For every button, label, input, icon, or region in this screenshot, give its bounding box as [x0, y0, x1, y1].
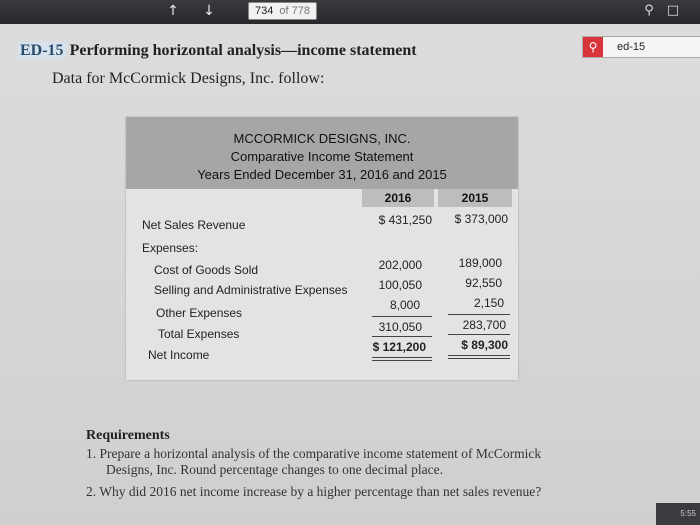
page-current[interactable]: 734	[255, 5, 274, 17]
statement-header	[126, 117, 518, 189]
value-2016: 310,050	[378, 320, 422, 334]
row-label: Cost of Goods Sold	[154, 263, 259, 277]
value-2015: 2,150	[473, 296, 504, 310]
value-2016: 8,000	[389, 298, 420, 312]
exercise-title: Performing horizontal analysis—income statement	[69, 42, 417, 59]
income-statement	[126, 117, 518, 380]
find-input[interactable]: ed-15	[617, 41, 646, 53]
requirement-1: 1. Prepare a horizontal analysis of the comparative income statement of McCormick	[86, 446, 542, 461]
page-total: of 778	[279, 5, 310, 17]
row-label: Expenses:	[142, 241, 199, 255]
value-2016: 100,050	[378, 278, 422, 292]
row-label: Selling and Administrative Expenses	[154, 283, 348, 297]
statement-name: Comparative Income Statement	[230, 149, 414, 164]
col-header-2015: 2015	[438, 189, 512, 207]
search-icon[interactable]: ⚲	[583, 37, 603, 57]
statement-period: Years Ended December 31, 2016 and 2015	[197, 167, 447, 182]
subtotal-rule	[372, 316, 432, 317]
double-rule	[448, 355, 510, 356]
value-2015: 92,550	[465, 276, 502, 290]
value-2015: $ 89,300	[461, 338, 508, 352]
exercise-intro: Data for McCormick Designs, Inc. follow:	[52, 70, 325, 87]
requirement-1-cont: Designs, Inc. Round percentage changes to one decimal place.	[106, 462, 443, 477]
row-label: Net Sales Revenue	[142, 218, 246, 232]
requirement-2: 2. Why did 2016 net income increase by a higher percentage than net sales revenue?	[86, 484, 542, 499]
clock: 5:55	[656, 503, 700, 525]
find-box[interactable]	[582, 36, 700, 58]
value-2016: $ 431,250	[378, 213, 432, 227]
col-header-2016: 2016	[362, 189, 434, 207]
pdf-toolbar	[0, 0, 700, 24]
exercise-code: ED-15	[20, 42, 64, 59]
lock-icon[interactable]: □	[666, 3, 680, 18]
value-2015: 189,000	[458, 256, 502, 270]
total-rule	[448, 334, 510, 335]
value-2015: 283,700	[462, 318, 506, 332]
value-2016: 202,000	[378, 258, 422, 272]
subtotal-rule	[448, 314, 510, 315]
double-rule	[372, 360, 432, 361]
row-label: Total Expenses	[158, 327, 240, 341]
requirements-title: Requirements	[86, 428, 170, 443]
total-rule	[372, 336, 432, 337]
value-2015: $ 373,000	[454, 212, 508, 226]
arrow-down-icon[interactable]: ↓	[203, 3, 215, 19]
search-icon[interactable]: ⚲	[644, 3, 654, 18]
value-2016: $ 121,200	[372, 340, 426, 354]
exercise-heading	[18, 42, 417, 60]
page-indicator[interactable]	[248, 2, 317, 20]
arrow-up-icon[interactable]: ↑	[167, 3, 179, 19]
double-rule	[372, 357, 432, 358]
row-label: Net Income	[148, 348, 210, 362]
double-rule	[448, 358, 510, 359]
company-name: MCCORMICK DESIGNS, INC.	[233, 131, 411, 146]
row-label: Other Expenses	[156, 306, 243, 320]
